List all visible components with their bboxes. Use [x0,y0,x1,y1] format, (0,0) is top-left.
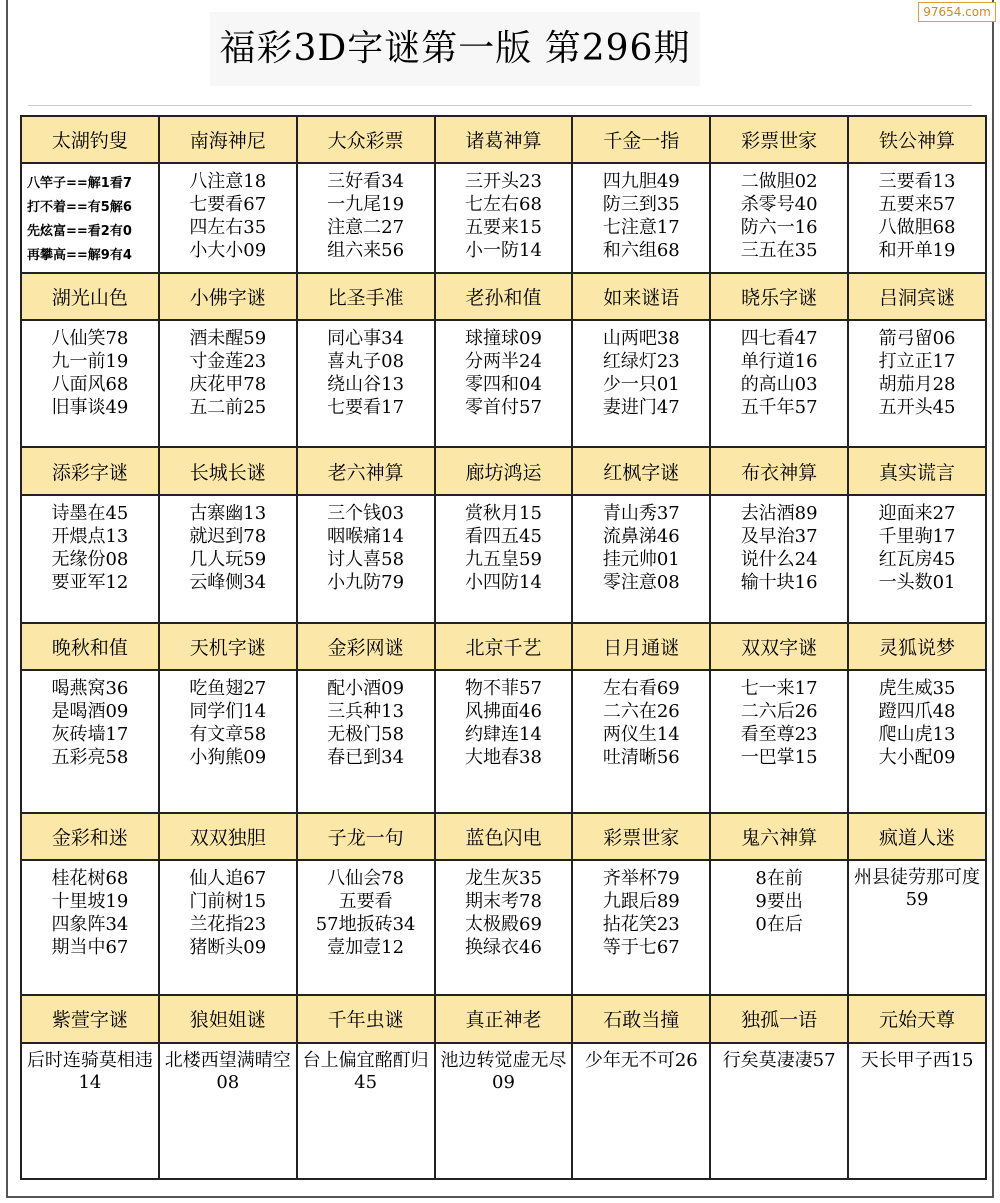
cell-title: 石敢当撞 [572,995,710,1042]
riddle-line: 等于七67 [602,937,680,959]
riddle-line: 球撞球09 [465,328,542,350]
riddle-grid [20,115,987,1180]
riddle-line: 壹加壹12 [327,937,405,959]
riddle-line: 北楼西望满晴空08 [164,1049,291,1093]
riddle-line: 是喝酒09 [51,701,129,723]
cell-body [297,1043,435,1179]
riddle-line: 二六在26 [602,701,680,723]
riddle-line: 零四和04 [465,374,542,396]
cell-title: 湖光山色 [21,273,159,320]
cell-body [435,860,573,995]
riddle-line: 讨人喜58 [327,548,405,570]
riddle-line: 五要来15 [465,217,542,239]
riddle-line: 七要看67 [189,194,267,216]
cell-title: 添彩字谜 [21,447,159,494]
riddle-line: 桂花树68 [51,868,129,890]
cell-body [848,495,986,623]
cell-body [710,163,848,272]
cell-lines [573,164,709,262]
cell-title: 布衣神算 [710,447,848,494]
cell-lines [160,164,296,262]
riddle-line: 8在前 [755,868,803,890]
content-row [21,670,986,812]
cell-body [159,495,297,623]
cell-lines [298,496,434,594]
riddle-line: 小狗熊09 [189,747,267,769]
cell-title: 灵狐说梦 [848,623,986,670]
riddle-line: 二六后26 [740,701,818,723]
riddle-line: 看至尊23 [740,724,818,746]
cell-title: 彩票世家 [572,813,710,860]
riddle-line: 流鼻涕46 [602,525,680,547]
content-row [21,320,986,447]
cell-title: 疯道人迷 [848,813,986,860]
riddle-line: 开煨点13 [51,525,129,547]
cell-title: 长城长谜 [159,447,297,494]
cell-lines [849,1044,985,1072]
riddle-line: 三好看34 [327,171,405,193]
riddle-line: 57地扳砖34 [315,914,416,936]
riddle-line: 小大小09 [189,240,267,262]
cell-title: 紫萱字谜 [21,995,159,1042]
cell-lines [22,321,158,419]
cell-title: 千金一指 [572,116,710,163]
riddle-line: 有文章58 [189,724,267,746]
riddle-line: 天长甲子西15 [860,1049,974,1071]
riddle-line: 零首付57 [465,397,542,419]
riddle-line: 十里坡19 [51,891,129,913]
cell-body [848,670,986,812]
cell-title: 独孤一语 [710,995,848,1042]
riddle-line: 咽喉痛14 [327,525,405,547]
riddle-line: 挂元帅01 [602,548,680,570]
riddle-line: 左右看69 [602,678,680,700]
riddle-line: 赏秋月15 [465,502,542,524]
riddle-line: 少一只01 [602,374,680,396]
cell-body [297,320,435,447]
riddle-line: 台上偏宜酩酊归45 [302,1049,429,1093]
riddle-line: 仙人追67 [189,868,267,890]
riddle-line: 青山秀37 [602,502,680,524]
riddle-line: 一巴掌15 [740,747,818,769]
cell-title: 狼妲姐谜 [159,995,297,1042]
riddle-line: 无缘份08 [51,548,129,570]
cell-body [848,163,986,272]
header-row [21,116,986,163]
riddle-line: 五开头45 [878,397,956,419]
riddle-line: 妻进门47 [602,397,680,419]
riddle-line: 千里驹17 [878,525,956,547]
riddle-line: 9要出 [755,891,803,913]
cell-body [159,163,297,272]
cell-title: 双双独胆 [159,813,297,860]
riddle-line: 分两半24 [465,351,542,373]
cell-body [21,163,159,272]
cell-body [21,670,159,812]
riddle-line: 九一前19 [51,351,129,373]
riddle-line: 蹬四爪48 [878,701,956,723]
riddle-line: 看四五45 [465,525,542,547]
cell-lines [573,671,709,769]
cell-lines [22,164,158,268]
riddle-line: 说什么24 [740,548,818,570]
riddle-line: 五彩亮58 [51,747,129,769]
cell-title: 真正神老 [435,995,573,1042]
cell-title: 大众彩票 [297,116,435,163]
riddle-line: 四九胆49 [602,171,680,193]
cell-title: 元始天尊 [848,995,986,1042]
riddle-line: 五二前25 [189,397,267,419]
riddle-line: 九五皇59 [465,548,542,570]
riddle-line: 池边转觉虚无尽09 [440,1049,567,1093]
riddle-line: 打不着==有5解6 [27,200,132,216]
page-title: 福彩3D字谜第一版 第296期 [210,12,700,86]
riddle-line: 防六一16 [740,217,818,239]
riddle-line: 八做胆68 [878,217,956,239]
cell-body [297,670,435,812]
cell-lines [160,671,296,769]
cell-lines [573,496,709,594]
cell-lines [573,861,709,959]
cell-body [159,320,297,447]
riddle-line: 龙生灰35 [465,868,542,890]
riddle-line: 灰砖墙17 [51,724,129,746]
cell-lines [849,861,985,911]
riddle-line: 旧事谈49 [51,397,129,419]
cell-body [848,320,986,447]
cell-lines [22,861,158,959]
riddle-line: 一头数01 [878,571,956,593]
cell-body [21,320,159,447]
cell-title: 如来谜语 [572,273,710,320]
cell-body [159,1043,297,1179]
cell-lines [298,1044,434,1094]
cell-body [297,163,435,272]
cell-lines [711,671,847,769]
riddle-line: 三兵种13 [327,701,405,723]
riddle-line: 九跟后89 [602,891,680,913]
cell-body [297,860,435,995]
header-row [21,623,986,670]
cell-title: 蓝色闪电 [435,813,573,860]
riddle-line: 杀零号40 [740,194,818,216]
riddle-line: 兰花指23 [189,914,267,936]
content-row [21,163,986,272]
cell-body [21,860,159,995]
riddle-line: 二做胆02 [740,171,818,193]
cell-body [572,670,710,812]
riddle-line: 八注意18 [189,171,267,193]
cell-lines [22,671,158,769]
cell-title: 廊坊鸿运 [435,447,573,494]
riddle-line: 物不菲57 [465,678,542,700]
cell-lines [160,861,296,959]
riddle-line: 诗墨在45 [51,502,129,524]
riddle-line: 小四防14 [465,571,542,593]
cell-lines [849,164,985,262]
cell-lines [573,1044,709,1072]
riddle-line: 再攀高==解9有4 [27,248,132,264]
cell-body [572,1043,710,1179]
riddle-line: 云峰侧34 [189,571,267,593]
cell-body [435,163,573,272]
cell-body [572,163,710,272]
riddle-line: 小一防14 [465,240,542,262]
riddle-line: 两仪生14 [602,724,680,746]
riddle-line: 七要看17 [327,397,405,419]
cell-lines [436,1044,572,1094]
riddle-line: 零注意08 [602,571,680,593]
cell-title: 晓乐字谜 [710,273,848,320]
cell-lines [160,1044,296,1094]
riddle-line: 酒未醒59 [189,328,267,350]
riddle-line: 风拂面46 [465,701,542,723]
cell-body [435,1043,573,1179]
riddle-line: 三开头23 [465,171,542,193]
riddle-line: 约肆连14 [465,724,542,746]
riddle-line: 猪断头09 [189,937,267,959]
cell-body [572,495,710,623]
content-row [21,860,986,995]
riddle-line: 后时连骑莫相违14 [26,1049,153,1093]
cell-lines [436,496,572,594]
riddle-line: 防三到35 [602,194,680,216]
riddle-line: 小九防79 [327,571,405,593]
riddle-line: 三要看13 [878,171,956,193]
riddle-line: 绕山谷13 [327,374,405,396]
riddle-line: 少年无不可26 [584,1049,698,1071]
riddle-line: 春已到34 [327,747,405,769]
riddle-line: 喝燕窝36 [51,678,129,700]
riddle-line: 古寨幽13 [189,502,267,524]
cell-body [710,860,848,995]
cell-body [710,320,848,447]
cell-title: 彩票世家 [710,116,848,163]
riddle-line: 一九尾19 [327,194,405,216]
cell-title: 真实谎言 [848,447,986,494]
riddle-line: 去沾酒89 [740,502,818,524]
riddle-line: 吐清晰56 [602,747,680,769]
riddle-line: 红绿灯23 [602,351,680,373]
riddle-line: 齐举杯79 [602,868,680,890]
cell-lines [298,164,434,262]
cell-title: 子龙一句 [297,813,435,860]
riddle-line: 配小酒09 [327,678,405,700]
cell-lines [436,861,572,959]
riddle-line: 注意二27 [327,217,405,239]
riddle-line: 期当中67 [51,937,129,959]
riddle-line: 八仙笑78 [51,328,129,350]
cell-title: 老六神算 [297,447,435,494]
riddle-line: 及早治37 [740,525,818,547]
riddle-line: 期末考78 [465,891,542,913]
riddle-line: 山两吧38 [602,328,680,350]
cell-lines [711,164,847,262]
cell-lines [436,164,572,262]
cell-title: 比圣手准 [297,273,435,320]
header-row [21,273,986,320]
riddle-line: 喜丸子08 [327,351,405,373]
cell-body [572,860,710,995]
riddle-line: 和开单19 [878,240,956,262]
header-row [21,995,986,1042]
riddle-line: 换绿衣46 [465,937,542,959]
cell-lines [849,671,985,769]
riddle-line: 同学们14 [189,701,267,723]
riddle-line: 七注意17 [602,217,680,239]
cell-body [159,670,297,812]
cell-lines [711,321,847,419]
riddle-line: 就迟到78 [189,525,267,547]
riddle-line: 太极殿69 [465,914,542,936]
riddle-line: 七左右68 [465,194,542,216]
riddle-line: 打立正17 [878,351,956,373]
cell-body [572,320,710,447]
riddle-line: 胡茄月28 [878,374,956,396]
cell-title: 北京千艺 [435,623,573,670]
riddle-line: 迎面来27 [878,502,956,524]
cell-title: 鬼六神算 [710,813,848,860]
riddle-line: 吃鱼翅27 [189,678,267,700]
header-row [21,447,986,494]
cell-title: 千年虫谜 [297,995,435,1042]
riddle-line: 0在后 [755,914,803,936]
riddle-line: 箭弓留06 [878,328,956,350]
riddle-line: 大地春38 [465,747,542,769]
riddle-line: 和六组68 [602,240,680,262]
riddle-line: 四七看47 [740,328,818,350]
cell-title: 小佛字谜 [159,273,297,320]
cell-title: 南海神尼 [159,116,297,163]
cell-lines [22,1044,158,1094]
riddle-line: 的高山03 [740,374,818,396]
title-divider [28,105,972,106]
cell-body [435,670,573,812]
header-row [21,813,986,860]
cell-title: 双双字谜 [710,623,848,670]
cell-title: 老孙和值 [435,273,573,320]
cell-body [21,1043,159,1179]
riddle-line: 三个钱03 [327,502,405,524]
riddle-line: 输十块16 [740,571,818,593]
riddle-line: 七一来17 [740,678,818,700]
riddle-line: 要亚军12 [51,571,129,593]
riddle-line: 八面风68 [51,374,129,396]
riddle-line: 州县徒劳那可度59 [854,867,981,911]
cell-title: 吕洞宾谜 [848,273,986,320]
cell-body [710,1043,848,1179]
cell-body [848,1043,986,1179]
riddle-line: 虎生威35 [878,678,956,700]
riddle-line: 拈花笑23 [602,914,680,936]
cell-lines [160,496,296,594]
cell-title: 天机字谜 [159,623,297,670]
riddle-line: 组六来56 [327,240,405,262]
cell-title: 诸葛神算 [435,116,573,163]
cell-lines [573,321,709,419]
cell-title: 铁公神算 [848,116,986,163]
cell-lines [436,321,572,419]
riddle-line: 庆花甲78 [189,374,267,396]
riddle-line: 几人玩59 [189,548,267,570]
riddle-line: 四象阵34 [51,914,129,936]
riddle-line: 五要来57 [878,194,956,216]
riddle-line: 无极门58 [327,724,405,746]
riddle-line: 五千年57 [740,397,818,419]
riddle-line: 大小配09 [878,747,956,769]
cell-title: 太湖钓叟 [21,116,159,163]
cell-body [710,495,848,623]
cell-title: 红枫字谜 [572,447,710,494]
cell-title: 金彩和迷 [21,813,159,860]
cell-title: 日月通谜 [572,623,710,670]
cell-lines [298,321,434,419]
cell-body [710,670,848,812]
riddle-line: 同心事34 [327,328,405,350]
cell-body [435,495,573,623]
cell-body [848,860,986,995]
content-row [21,1043,986,1179]
riddle-line: 三五在35 [740,240,818,262]
riddle-line: 红瓦房45 [878,548,956,570]
riddle-line: 四左右35 [189,217,267,239]
site-watermark: 97654.com [918,2,996,22]
cell-lines [711,1044,847,1072]
riddle-line: 爬山虎13 [878,724,956,746]
cell-lines [849,321,985,419]
riddle-line: 五要看 [338,891,393,913]
riddle-line: 八仙会78 [327,868,405,890]
cell-body [21,495,159,623]
riddle-line: 单行道16 [740,351,818,373]
riddle-line: 寸金莲23 [189,351,267,373]
riddle-line: 行矣莫凄凄57 [722,1049,836,1071]
cell-lines [298,671,434,769]
riddle-line: 八竿子==解1看7 [27,176,132,192]
cell-title: 晚秋和值 [21,623,159,670]
content-row [21,495,986,623]
cell-lines [436,671,572,769]
riddle-line: 门前树15 [189,891,267,913]
cell-lines [298,861,434,959]
cell-body [159,860,297,995]
cell-body [297,495,435,623]
cell-body [435,320,573,447]
cell-title: 金彩网谜 [297,623,435,670]
cell-lines [711,861,847,936]
cell-lines [160,321,296,419]
cell-lines [849,496,985,594]
riddle-line: 先炫富==看2有0 [27,224,132,240]
cell-lines [711,496,847,594]
cell-lines [22,496,158,594]
